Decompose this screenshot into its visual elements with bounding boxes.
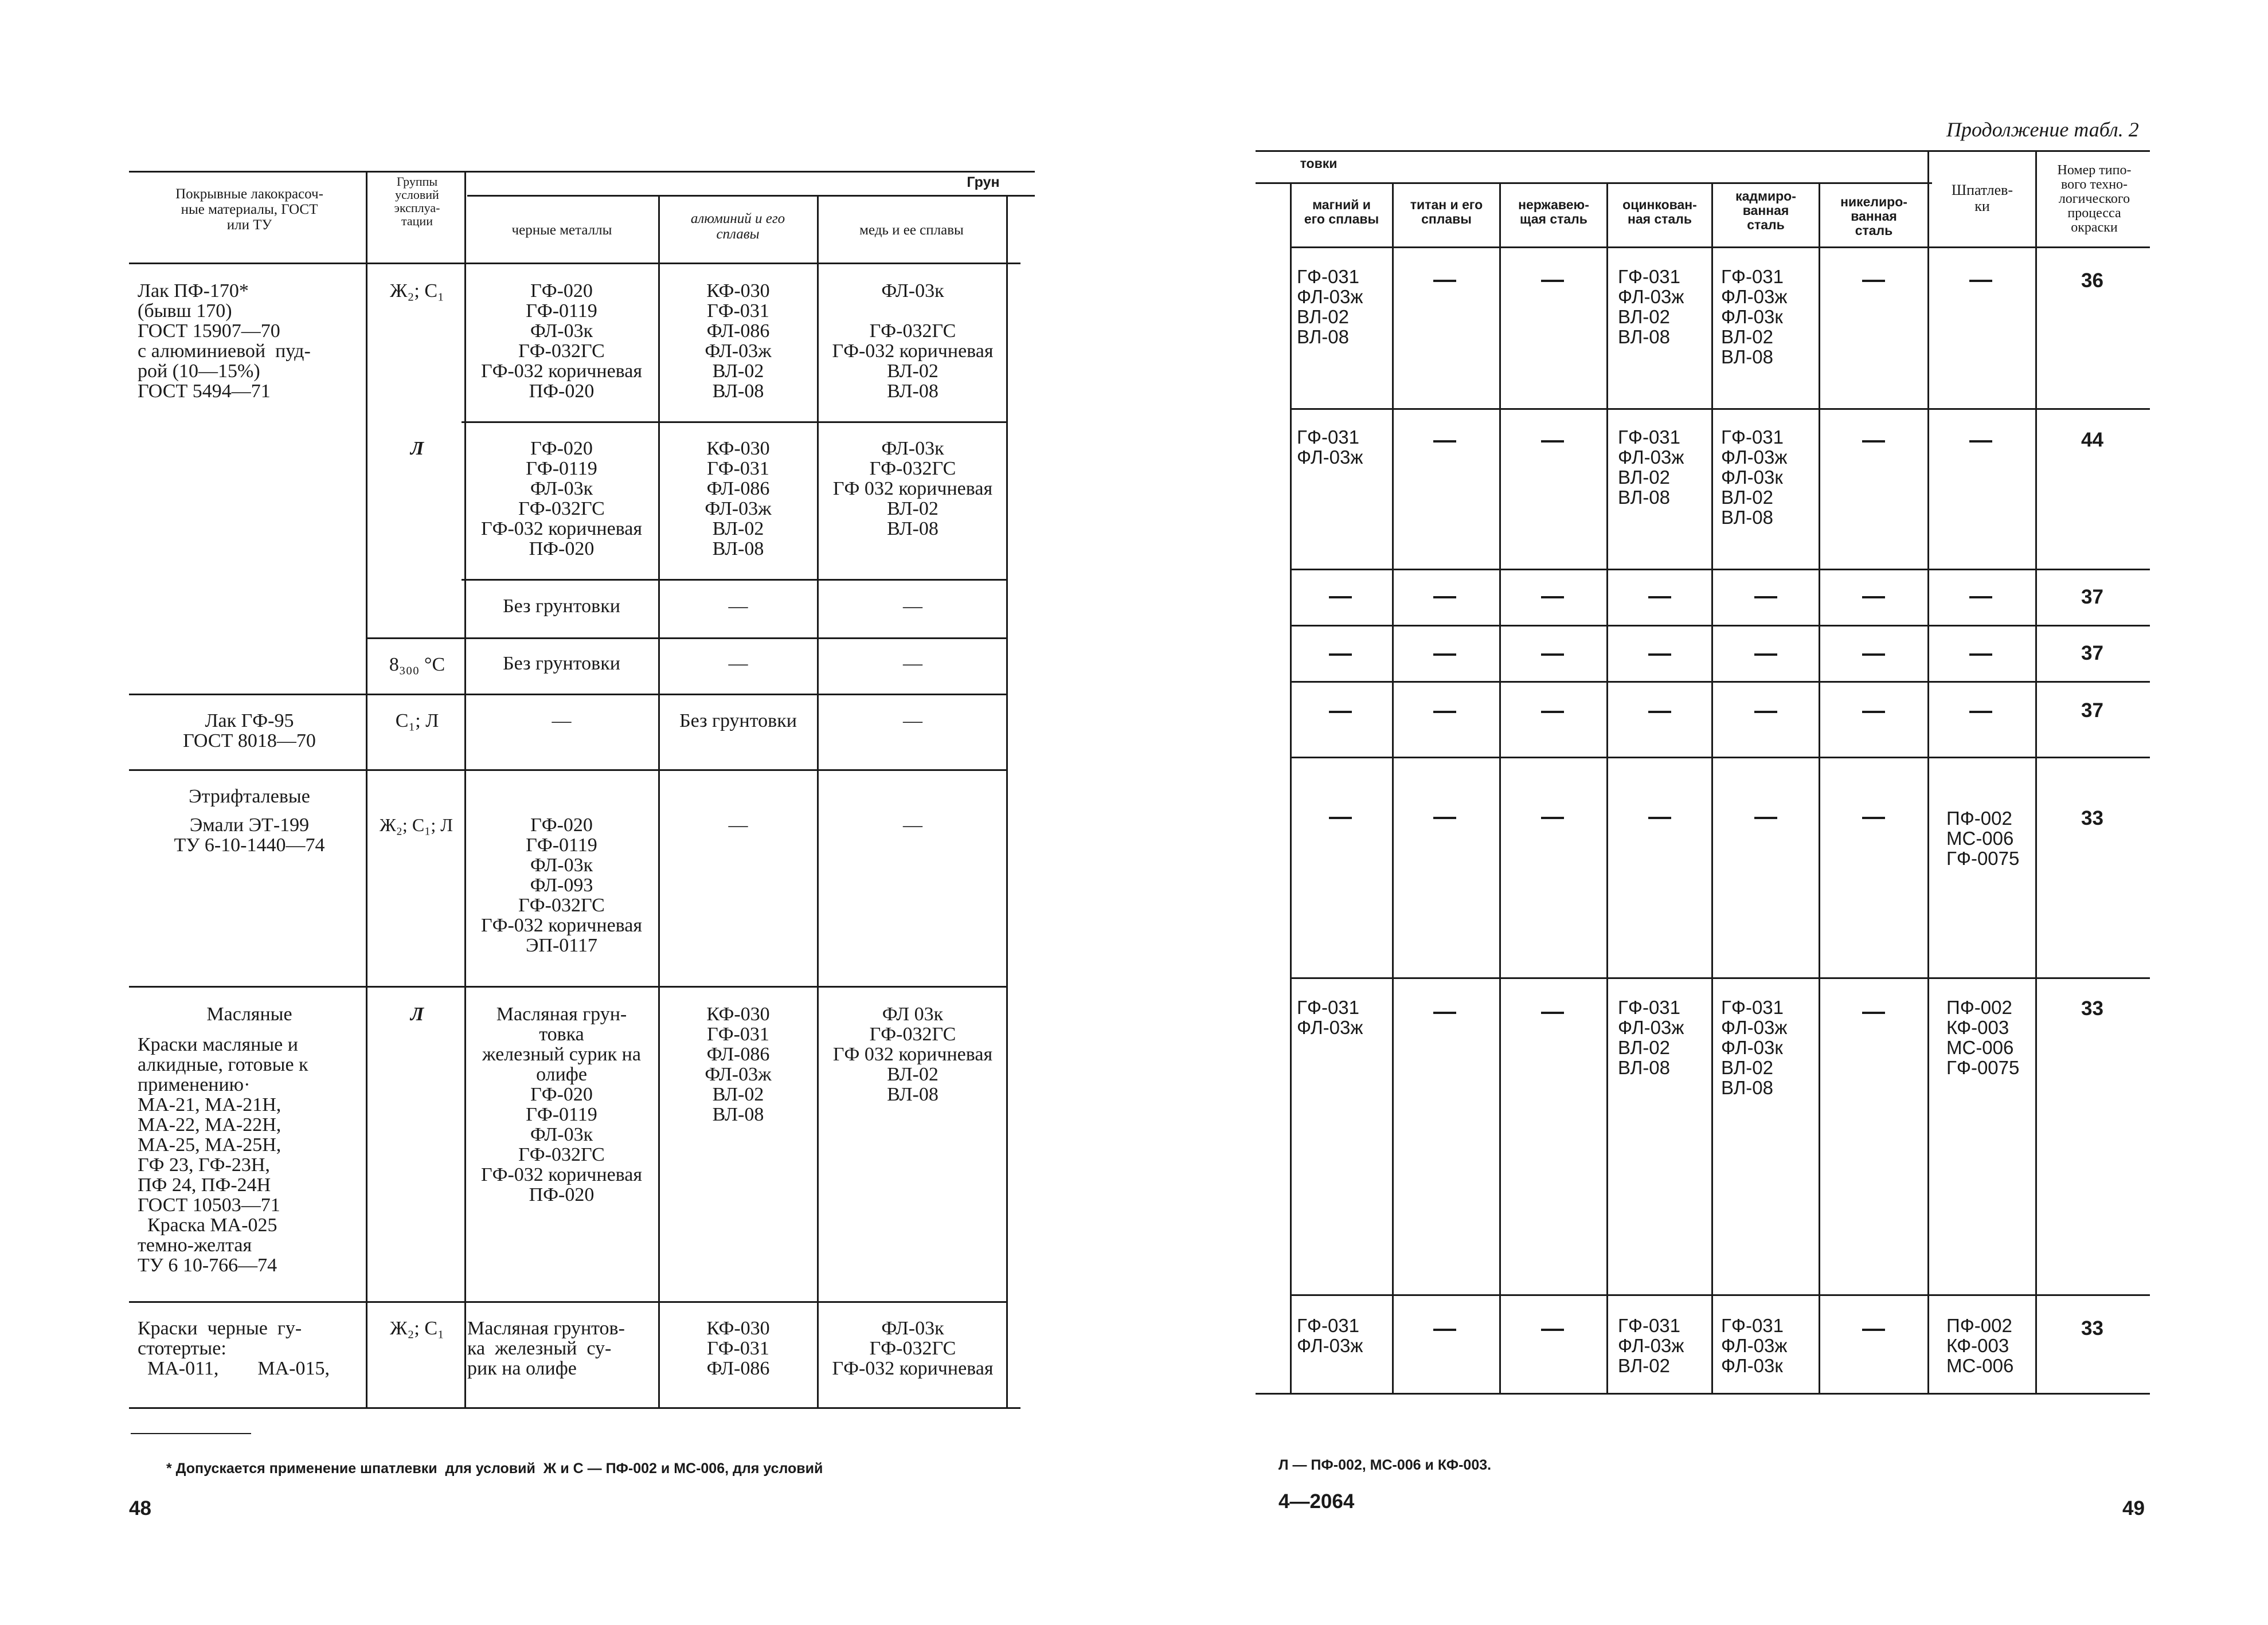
magnesium-cell: ГФ-031 ФЛ-03ж: [1297, 1315, 1363, 1356]
ferrous-cell: Масляная грун- товка железный сурик на олифе ГФ-020 ГФ-0119 ФЛ-03к ГФ-032ГС ГФ-032 коричневая ПФ-020: [480, 1004, 643, 1205]
zinc-cell: ГФ-031 ФЛ-03ж ВЛ-02 ВЛ-08: [1618, 426, 1684, 508]
page-number-left: 48: [129, 1497, 151, 1520]
row-rule: [1290, 757, 2150, 758]
col-header-cadmium: кадмиро- ванная сталь: [1735, 189, 1796, 232]
ferrous-cell: ГФ-020 ГФ-0119 ФЛ-03к ФЛ-093 ГФ-032ГС ГФ-032 коричневая ЭП-0117: [480, 815, 643, 956]
dash: [1329, 596, 1352, 598]
cadmium-cell: ГФ-031 ФЛ-03ж ФЛ-03к ВЛ-02 ВЛ-08: [1721, 426, 1788, 528]
process-number: 33: [2081, 997, 2103, 1020]
row-rule: [1290, 977, 2150, 979]
dash: [1329, 653, 1352, 656]
table-bottom-rule: [1256, 1393, 2150, 1395]
dash: [1862, 817, 1885, 819]
dash: [1433, 817, 1456, 819]
dash: [1754, 817, 1777, 819]
row-rule: [129, 986, 1006, 988]
putty-cell: ПФ-002 КФ-003 МС-006: [1946, 1315, 2014, 1376]
group-cell: Л: [410, 1004, 424, 1025]
col-divider: [366, 171, 367, 1407]
dash: [1862, 440, 1885, 443]
dash: [1969, 440, 1992, 443]
copper-cell: ФЛ-03к ГФ-032ГС ГФ 032 коричневая ВЛ-02 ВЛ-08: [832, 438, 993, 539]
group-cell: Ж₂; С₁: [390, 280, 444, 301]
dash: [1862, 653, 1885, 656]
dash: [1433, 1329, 1456, 1331]
col-header-magnesium: магний и его сплавы: [1304, 197, 1379, 226]
dash: [1541, 596, 1564, 598]
material-cell: Лак ПФ-170* (бывш 170) ГОСТ 15907—70 с алюминиевой пуд- рой (10—15%) ГОСТ 5494—71: [138, 280, 311, 402]
col-divider: [1290, 182, 1292, 1393]
cadmium-cell: ГФ-031 ФЛ-03ж ФЛ-03к ВЛ-02 ВЛ-08: [1721, 997, 1788, 1098]
dash: [1541, 653, 1564, 656]
col-header-process: Номер типо- вого техно- логического процесса окраски: [2057, 163, 2132, 235]
row-rule: [129, 769, 1006, 771]
ferrous-cell: Без грунтовки: [503, 653, 620, 674]
group-cell: Ж₂; С₁: [390, 1318, 444, 1339]
dash: [1541, 817, 1564, 819]
group-header-rule: [1256, 182, 1932, 184]
copper-cell: —: [903, 815, 922, 836]
dash: [1754, 653, 1777, 656]
aluminum-cell: КФ-030 ГФ-031 ФЛ-086 ФЛ-03ж ВЛ-02 ВЛ-08: [705, 280, 772, 402]
row-rule: [462, 421, 1006, 423]
copper-cell: ФЛ 03к ГФ-032ГС ГФ 032 коричневая ВЛ-02 ВЛ-08: [832, 1004, 993, 1105]
magnesium-cell: ГФ-031 ФЛ-03ж: [1297, 426, 1363, 468]
continuation-label: Продолжение табл. 2: [1946, 118, 2139, 141]
process-number: 36: [2081, 269, 2103, 292]
row-rule: [1290, 1294, 2150, 1296]
ferrous-cell: Без грунтовки: [503, 596, 620, 617]
copper-cell: —: [903, 596, 922, 617]
col-header-nickel: никелиро- ванная сталь: [1840, 194, 1907, 238]
row-rule: [129, 1301, 1006, 1303]
magnesium-cell: ГФ-031 ФЛ-03ж: [1297, 997, 1363, 1038]
col-divider: [1499, 182, 1501, 1393]
dash: [1433, 653, 1456, 656]
page-number-right: 49: [2122, 1497, 2145, 1520]
group-cell: С₁; Л: [395, 710, 439, 731]
aluminum-cell: Без грунтовки: [679, 710, 797, 731]
col-divider: [2035, 150, 2037, 1393]
col-divider: [1392, 182, 1394, 1393]
group-header-rule: [467, 195, 1035, 197]
dash: [1862, 1012, 1885, 1014]
table-top-rule: [1256, 150, 2150, 152]
dash: [1541, 1012, 1564, 1014]
material-cell: Краски масляные и алкидные, готовые к применению· МА-21, МА-21Н, МА-22, МА-22Н, МА-25, МА-25Н, ГФ 23, ГФ-23Н, ПФ 24, ПФ-24Н ГОСТ 10503—71 Краска МА-025 темно-желтая ТУ 6 10-766—74: [138, 1034, 308, 1276]
dash: [1969, 280, 1992, 282]
process-number: 33: [2081, 807, 2103, 829]
material-cell: Краски черные гу- стотертые: МА-011, МА-015,: [138, 1318, 330, 1379]
section-heading: Масляные: [206, 1004, 292, 1025]
header-bottom-rule: [1290, 246, 2150, 248]
row-rule: [1290, 408, 2150, 410]
col-header-stainless: нержавею- щая сталь: [1518, 197, 1589, 226]
copper-cell: ФЛ-03к ГФ-032ГС ГФ-032 коричневая: [832, 1318, 994, 1379]
col-header-zinc: оцинкован- ная сталь: [1622, 197, 1697, 226]
copper-cell: ФЛ-03к ГФ-032ГС ГФ-032 коричневая ВЛ-02 ВЛ-08: [832, 280, 994, 402]
ferrous-cell: ГФ-020 ГФ-0119 ФЛ-03к ГФ-032ГС ГФ-032 коричневая ПФ-020: [480, 438, 643, 559]
dash: [1433, 280, 1456, 282]
zinc-cell: ГФ-031 ФЛ-03ж ВЛ-02 ВЛ-08: [1618, 266, 1684, 347]
dash: [1433, 1012, 1456, 1014]
dash: [1329, 711, 1352, 713]
table-bottom-rule: [129, 1407, 1020, 1409]
aluminum-cell: —: [728, 815, 748, 836]
ferrous-cell: ГФ-020 ГФ-0119 ФЛ-03к ГФ-032ГС ГФ-032 коричневая ПФ-020: [480, 280, 643, 402]
dash: [1969, 711, 1992, 713]
process-number: 37: [2081, 642, 2103, 664]
row-rule: [1290, 569, 2150, 570]
col-material-header: Покрывные лакокрасоч- ные материалы, ГОСТ или ТУ: [175, 186, 323, 233]
process-number: 44: [2081, 429, 2103, 451]
col-divider: [1606, 182, 1608, 1393]
copper-cell: —: [903, 653, 922, 674]
ferrous-cell: Масляная грунтов- ка железный су- рик на олифе: [467, 1318, 625, 1379]
dash: [1648, 817, 1671, 819]
col-divider: [1927, 150, 1929, 1393]
dash: [1433, 596, 1456, 598]
col-divider: [1711, 182, 1713, 1393]
putty-cell: ПФ-002 МС-006 ГФ-0075: [1946, 808, 2020, 869]
aluminum-cell: —: [728, 596, 748, 617]
col-divider: [1819, 182, 1820, 1393]
dash: [1862, 1329, 1885, 1331]
table-top-rule: [129, 171, 1035, 173]
dash: [1648, 653, 1671, 656]
row-rule: [367, 637, 1006, 639]
col-header-putty: Шпатлев- ки: [1951, 182, 2013, 214]
col-ferrous-header: черные металлы: [511, 222, 612, 238]
group-header-tail: товки: [1300, 156, 1338, 171]
cadmium-cell: ГФ-031 ФЛ-03ж ФЛ-03к ВЛ-02 ВЛ-08: [1721, 266, 1788, 367]
group-cell: Ж₂; С₁; Л: [380, 815, 453, 835]
process-number: 37: [2081, 586, 2103, 608]
dash: [1541, 711, 1564, 713]
footnote-rule: [131, 1433, 251, 1434]
material-cell: Лак ГФ-95 ГОСТ 8018—70: [183, 710, 316, 751]
col-copper-header: медь и ее сплавы: [859, 222, 964, 238]
dash: [1862, 596, 1885, 598]
cadmium-cell: ГФ-031 ФЛ-03ж ФЛ-03к: [1721, 1315, 1788, 1376]
dash: [1541, 280, 1564, 282]
dash: [1433, 440, 1456, 443]
signature-mark: 4—2064: [1278, 1490, 1355, 1513]
group-cell: Л: [410, 438, 424, 459]
group-header: Грун: [967, 174, 1000, 190]
dash: [1862, 711, 1885, 713]
section-heading: Этрифталевые: [189, 786, 310, 807]
dash: [1754, 596, 1777, 598]
col-header-titanium: титан и его сплавы: [1410, 197, 1483, 226]
dash: [1433, 711, 1456, 713]
row-rule: [1290, 625, 2150, 626]
col-groups-header: Группы условий эксплуа- тации: [394, 174, 440, 228]
dash: [1329, 817, 1352, 819]
zinc-cell: ГФ-031 ФЛ-03ж ВЛ-02 ВЛ-08: [1618, 997, 1684, 1078]
header-bottom-rule: [129, 263, 1020, 264]
footnote: * Допускается применение шпатлевки для условий Ж и С — ПФ-002 и МС-006, для условий: [166, 1460, 823, 1477]
process-number: 33: [2081, 1317, 2103, 1340]
row-rule: [129, 694, 1006, 695]
zinc-cell: ГФ-031 ФЛ-03ж ВЛ-02: [1618, 1315, 1684, 1376]
copper-cell: —: [903, 710, 922, 731]
aluminum-cell: КФ-030 ГФ-031 ФЛ-086 ФЛ-03ж ВЛ-02 ВЛ-08: [705, 438, 772, 559]
row-rule: [1290, 681, 2150, 683]
dash: [1648, 596, 1671, 598]
dash: [1541, 440, 1564, 443]
dash: [1969, 596, 1992, 598]
row-rule: [462, 579, 1006, 581]
dash: [1969, 653, 1992, 656]
group-cell: 8₃₀₀ °С: [389, 654, 445, 675]
footnote-tail: Л — ПФ-002, МС-006 и КФ-003.: [1278, 1457, 1492, 1473]
dash: [1541, 1329, 1564, 1331]
putty-cell: ПФ-002 КФ-003 МС-006 ГФ-0075: [1946, 997, 2020, 1078]
magnesium-cell: ГФ-031 ФЛ-03ж ВЛ-02 ВЛ-08: [1297, 266, 1363, 347]
process-number: 37: [2081, 699, 2103, 722]
dash: [1862, 280, 1885, 282]
aluminum-cell: КФ-030 ГФ-031 ФЛ-086 ФЛ-03ж ВЛ-02 ВЛ-08: [705, 1004, 772, 1125]
ferrous-cell: —: [552, 710, 572, 731]
material-cell: Эмали ЭТ-199 ТУ 6-10-1440—74: [174, 815, 325, 856]
aluminum-cell: —: [728, 653, 748, 674]
aluminum-cell: КФ-030 ГФ-031 ФЛ-086: [706, 1318, 770, 1379]
dash: [1754, 711, 1777, 713]
dash: [1648, 711, 1671, 713]
col-aluminum-header: алюминий и его сплавы: [690, 211, 785, 242]
